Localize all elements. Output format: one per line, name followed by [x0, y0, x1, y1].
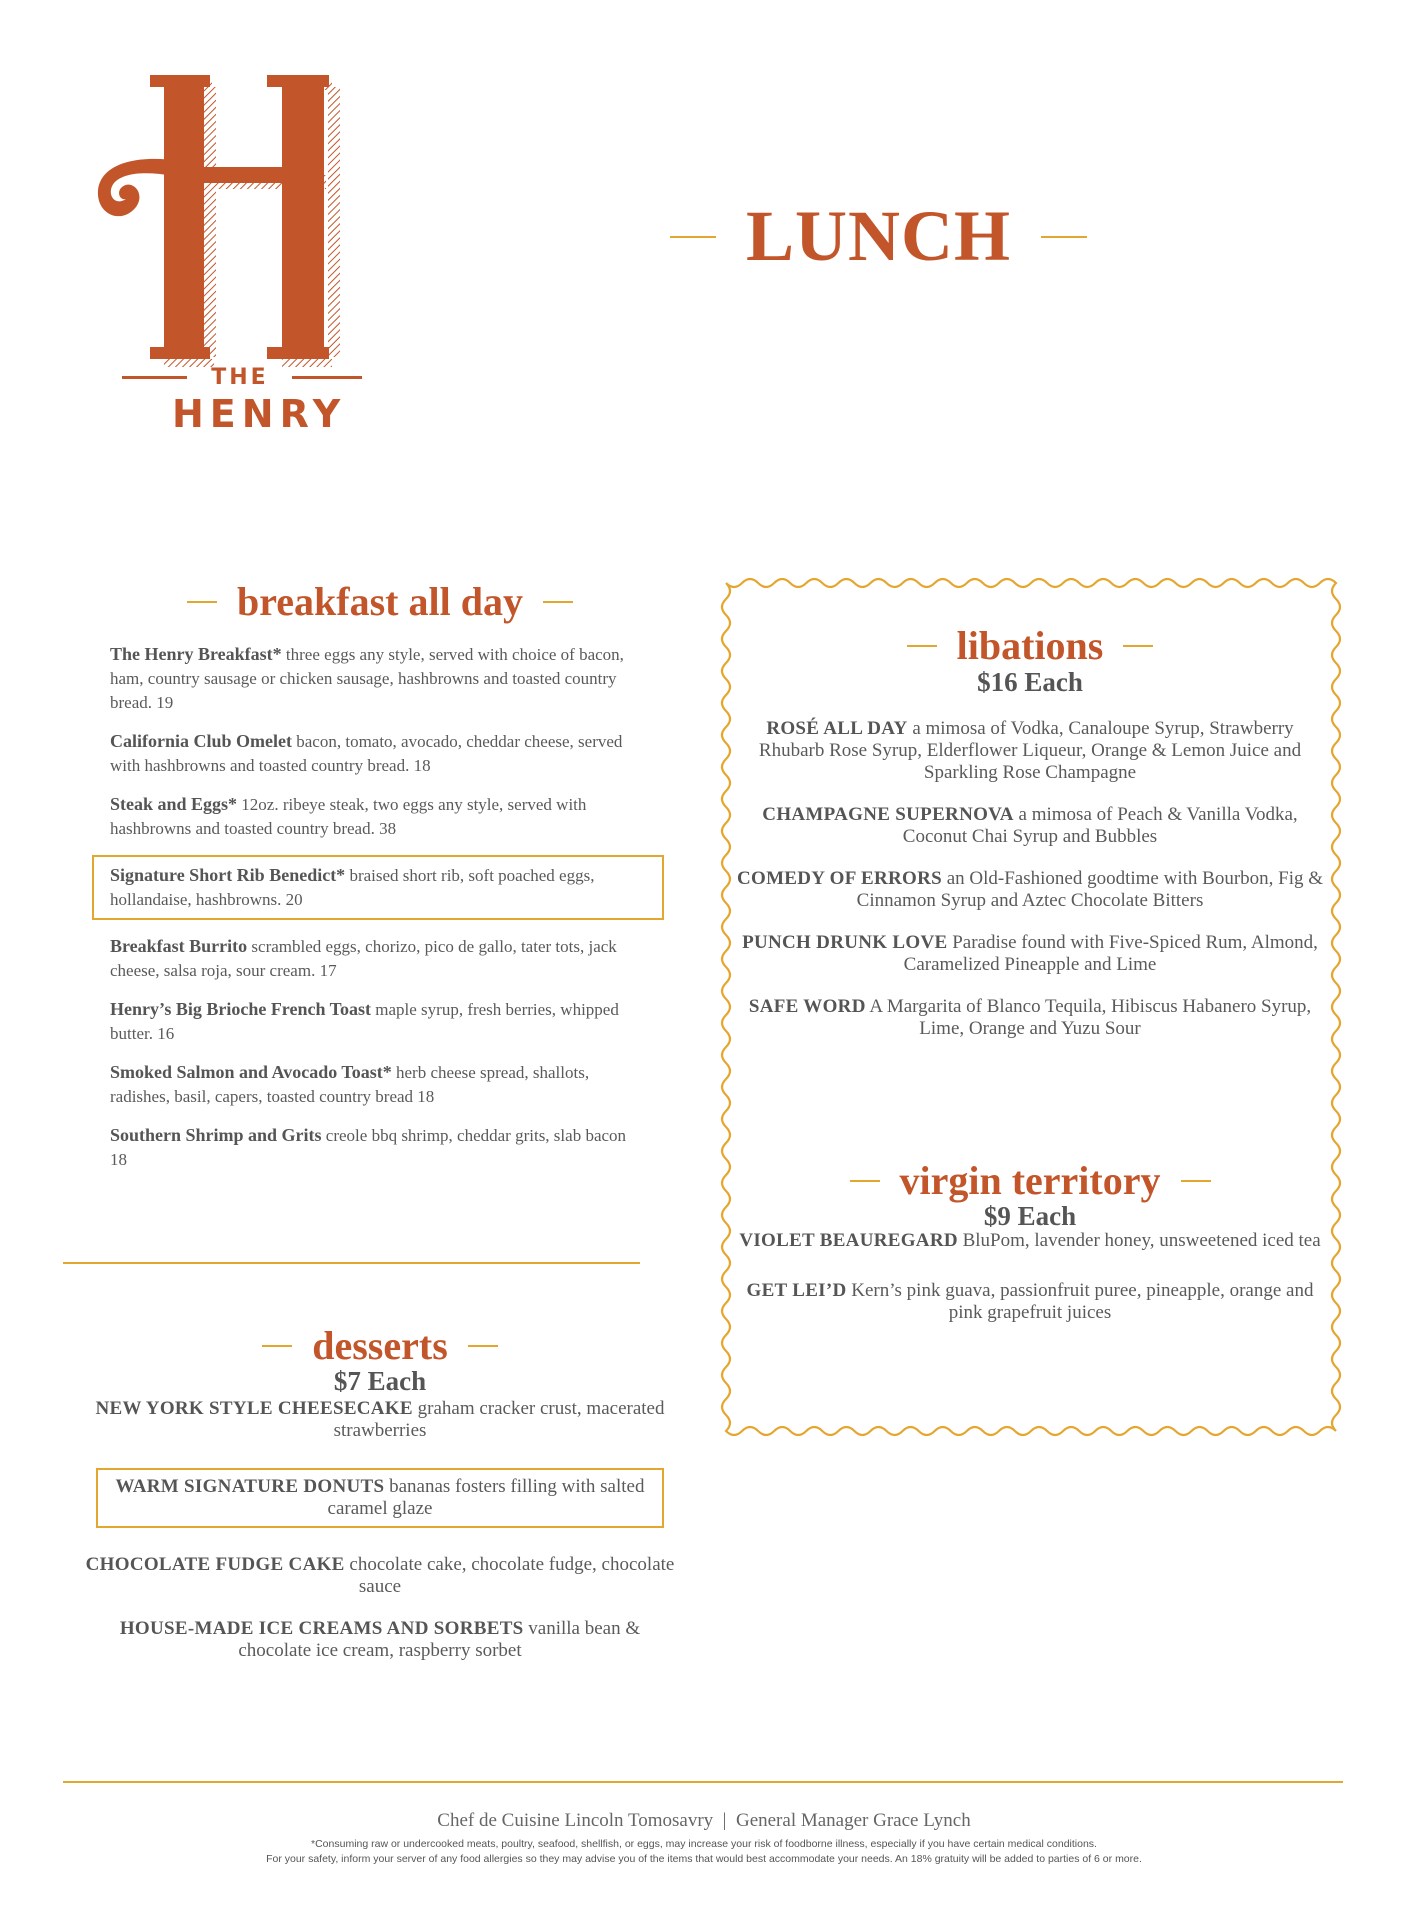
- menu-item: [108, 1060, 648, 1109]
- dessert-item-desc: bananas fosters filling with salted caramel glaze: [327, 1476, 645, 1519]
- menu-item-name: Smoked Salmon and Avocado Toast*: [110, 1062, 392, 1082]
- drink-item-desc: Paradise found with Five-Spiced Rum, Almond, Caramelized Pineapple and Lime: [903, 932, 1318, 975]
- desserts-heading: [85, 1322, 675, 1369]
- drink-item: [735, 868, 1325, 912]
- page-title: LUNCH: [746, 196, 1012, 276]
- drink-item-desc: A Margarita of Blanco Tequila, Hibiscus Habanero Syrup, Lime, Orange and Yuzu Sour: [865, 996, 1312, 1039]
- breakfast-list: [108, 642, 648, 1186]
- dessert-item-name: WARM SIGNATURE DONUTS: [115, 1476, 385, 1497]
- logo-the-text: THE: [211, 365, 269, 390]
- footer-divider: [63, 1781, 1343, 1783]
- desserts-list: [85, 1398, 675, 1682]
- virgin-heading-title: virgin territory: [899, 1158, 1161, 1203]
- logo-henry-text: HENRY: [172, 392, 347, 436]
- menu-item-featured: [92, 855, 664, 920]
- dessert-item-name: HOUSE-MADE ICE CREAMS AND SORBETS: [119, 1618, 524, 1639]
- menu-item: [108, 997, 648, 1046]
- menu-item-name: California Club Omelet: [110, 731, 292, 751]
- menu-item-desc: herb cheese spread, shallots, radishes, basil, capers, toasted country bread 18: [110, 1063, 590, 1106]
- menu-item-name: Signature Short Rib Benedict*: [110, 865, 346, 885]
- drink-item: [735, 1280, 1325, 1324]
- dessert-item: [85, 1618, 675, 1662]
- dessert-item-desc: graham cracker crust, macerated strawberries: [333, 1398, 665, 1441]
- drink-item-name: ROSÉ ALL DAY: [766, 718, 908, 739]
- breakfast-heading-title: breakfast all day: [237, 579, 523, 624]
- menu-item: [108, 792, 648, 841]
- menu-item: [108, 642, 648, 715]
- menu-item: [108, 1123, 648, 1172]
- footer-credit: Chef de Cuisine Lincoln Tomosavry | General Manager Grace Lynch: [437, 1810, 971, 1831]
- drink-item-name: VIOLET BEAUREGARD: [739, 1230, 958, 1251]
- drink-item-desc: BluPom, lavender honey, unsweetened iced tea: [957, 1230, 1321, 1251]
- menu-item-desc: scrambled eggs, chorizo, pico de gallo, tater tots, jack cheese, salsa roja, sour cream. 17: [110, 937, 617, 980]
- dessert-item-desc: chocolate cake, chocolate fudge, chocolate sauce: [344, 1554, 675, 1597]
- drink-item: [735, 932, 1325, 976]
- virgin-heading: [735, 1157, 1325, 1204]
- menu-item-desc: three eggs any style, served with choice of bacon, ham, country sausage or chicken sausage, hashbrowns and toasted country bread. 19: [110, 645, 624, 712]
- desserts-heading-title: desserts: [312, 1323, 448, 1368]
- title-dash-left: [670, 236, 716, 238]
- drink-item-name: PUNCH DRUNK LOVE: [742, 932, 948, 953]
- dessert-item-desc: vanilla bean & chocolate ice cream, raspberry sorbet: [238, 1618, 641, 1661]
- drink-item-desc: a mimosa of Vodka, Canaloupe Syrup, Strawberry Rhubarb Rose Syrup, Elderflower Liqueur, Orange & Lemon Juice and Sparkling Rose Champagne: [758, 718, 1302, 783]
- drink-item-desc: Kern’s pink guava, passionfruit puree, pineapple, orange and pink grapefruit juices: [846, 1280, 1314, 1323]
- menu-item: [108, 729, 648, 778]
- menu-item-desc: bacon, tomato, avocado, cheddar cheese, served with hashbrowns and toasted country bread. 18: [110, 732, 623, 775]
- title-dash-right: [1041, 236, 1087, 238]
- libations-price: $16 Each: [977, 667, 1083, 697]
- dessert-item-featured: [96, 1468, 664, 1528]
- drink-item-name: CHAMPAGNE SUPERNOVA: [762, 804, 1014, 825]
- drink-item-name: COMEDY OF ERRORS: [736, 868, 942, 889]
- drink-item: [735, 1230, 1325, 1252]
- libations-list: [735, 718, 1325, 1060]
- breakfast-heading: [100, 578, 660, 625]
- dessert-item: [85, 1554, 675, 1598]
- menu-item-desc: 12oz. ribeye steak, two eggs any style, served with hashbrowns and toasted country bread. 38: [110, 795, 587, 838]
- libations-heading-title: libations: [956, 623, 1104, 668]
- drink-item-desc: a mimosa of Peach & Vanilla Vodka, Coconut Chai Syrup and Bubbles: [902, 804, 1298, 847]
- drink-item-desc: an Old-Fashioned goodtime with Bourbon, Fig & Cinnamon Syrup and Aztec Chocolate Bitters: [856, 868, 1324, 911]
- dessert-item-name: NEW YORK STYLE CHEESECAKE: [95, 1398, 413, 1419]
- drink-item: [735, 996, 1325, 1040]
- desserts-price: $7 Each: [333, 1366, 427, 1396]
- drink-item-name: GET LEI’D: [746, 1280, 847, 1301]
- menu-item-desc: braised short rib, soft poached eggs, hollandaise, hashbrowns. 20: [110, 866, 595, 909]
- menu-item-name: Henry’s Big Brioche French Toast: [110, 999, 371, 1019]
- virgin-list: [735, 1230, 1325, 1344]
- menu-item-desc: creole bbq shrimp, cheddar grits, slab bacon 18: [110, 1126, 627, 1169]
- virgin-price: $9 Each: [983, 1201, 1077, 1231]
- menu-item-name: Steak and Eggs*: [110, 794, 238, 814]
- libations-heading: [735, 622, 1325, 669]
- drink-item: [735, 718, 1325, 784]
- footer-allergy-note: For your safety, inform your server of any food allergies so they may advise you of the items that would best accommodate your needs. An 18% gratuity will be added to parties of 6 or more.: [266, 1853, 1142, 1865]
- drink-item-name: SAFE WORD: [748, 996, 866, 1017]
- drink-item: [735, 804, 1325, 848]
- menu-item-desc: maple syrup, fresh berries, whipped butter. 16: [110, 1000, 619, 1043]
- page-title-wrap: [640, 195, 1090, 278]
- dessert-item-name: CHOCOLATE FUDGE CAKE: [85, 1554, 345, 1575]
- menu-item: [108, 934, 648, 983]
- section-divider: [63, 1262, 640, 1264]
- menu-item-name: The Henry Breakfast*: [110, 644, 282, 664]
- menu-item-name: Southern Shrimp and Grits: [110, 1125, 322, 1145]
- dessert-item: [85, 1398, 675, 1442]
- menu-item-name: Breakfast Burrito: [110, 936, 248, 956]
- footer-disclaimer: *Consuming raw or undercooked meats, poultry, seafood, shellfish, or eggs, may increase your risk of foodborne illness, especially if you have certain medical conditions.: [311, 1838, 1097, 1850]
